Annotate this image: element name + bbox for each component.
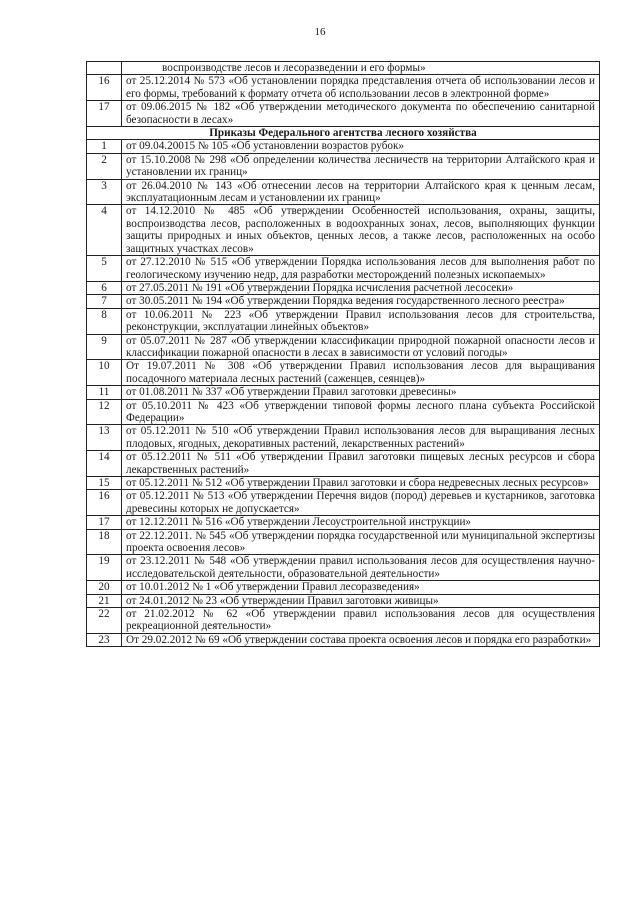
row-text: от 10.01.2012 № 1 «Об утверждении Правил лесоразведения» xyxy=(122,581,600,594)
row-text: от 01.08.2011 № 337 «Об утверждении Правил заготовки древесины» xyxy=(122,386,600,399)
row-number: 6 xyxy=(87,281,122,294)
row-text: от 05.12.2011 № 511 «Об утверждении Правил заготовки пищевых лесных ресурсов и сбора лекарственных растений» xyxy=(122,451,600,477)
row-text: от 09.06.2015 № 182 «Об утверждении методического документа по обеспечению санитарной безопасности в лесах» xyxy=(122,101,600,127)
row-text: от 05.10.2011 № 423 «Об утверждении типовой формы лесного плана субъекта Российской Федерации» xyxy=(122,399,600,425)
row-number: 19 xyxy=(87,555,122,581)
row-number: 18 xyxy=(87,529,122,555)
table-row xyxy=(87,594,600,607)
table-row xyxy=(87,75,600,101)
table-row xyxy=(87,516,600,529)
table-row xyxy=(87,140,600,153)
row-number: 4 xyxy=(87,205,122,256)
row-text: от 05.12.2011 № 512 «Об утверждении Правил заготовки и сбора недревесных лесных ресурсов» xyxy=(122,477,600,490)
table-row xyxy=(87,399,600,425)
row-number: 12 xyxy=(87,399,122,425)
row-text: от 23.12.2011 № 548 «Об утверждении правил использования лесов для осуществления научно-исследовательской деятельности, образовательной деятельности» xyxy=(122,555,600,581)
row-number: 13 xyxy=(87,425,122,451)
table-row xyxy=(87,101,600,127)
table-row xyxy=(87,608,600,634)
row-text: от 26.04.2010 № 143 «Об отнесении лесов на территории Алтайского края к ценным лесам, эксплуатационным лесам и установлении их границ» xyxy=(122,179,600,205)
row-number: 9 xyxy=(87,334,122,360)
row-number: 21 xyxy=(87,594,122,607)
row-text: от 15.10.2008 № 298 «Об определении количества лесничеств на территории Алтайского края и установлении их границ» xyxy=(122,153,600,179)
table-row xyxy=(87,295,600,308)
row-number: 22 xyxy=(87,608,122,634)
row-number: 17 xyxy=(87,101,122,127)
table-row xyxy=(87,153,600,179)
row-number: 10 xyxy=(87,360,122,386)
table-row xyxy=(87,451,600,477)
row-number: 1 xyxy=(87,140,122,153)
row-text: от 30.05.2011 № 194 «Об утверждении Порядка ведения государственного лесного реестра» xyxy=(122,295,600,308)
section-title: Приказы Федерального агентства лесного хозяйства xyxy=(87,127,600,140)
row-number: 2 xyxy=(87,153,122,179)
row-number: 8 xyxy=(87,308,122,334)
table-row xyxy=(87,477,600,490)
table-row xyxy=(87,281,600,294)
row-text: от 10.06.2011 № 223 «Об утверждении Правил использования лесов для строительства, реконструкции, эксплуатации линейных объектов» xyxy=(122,308,600,334)
row-number: 17 xyxy=(87,516,122,529)
row-text: от 05.07.2011 № 287 «Об утверждении классификации природной пожарной опасности лесов и классификации пожарной опасности в лесах в зависимости от условий погоды» xyxy=(122,334,600,360)
table-row xyxy=(87,256,600,282)
section-header-row xyxy=(87,127,600,140)
row-text: от 22.12.2011. № 545 «Об утверждении порядка государственной или муниципальной экспертизы проекта освоения лесов» xyxy=(122,529,600,555)
row-text: от 05.12.2011 № 513 «Об утверждении Перечня видов (пород) деревьев и кустарников, заготовка древесины которых не допускается» xyxy=(122,490,600,516)
row-number: 7 xyxy=(87,295,122,308)
row-text: от 05.12.2011 № 510 «Об утверждении Правил использования лесов для выращивания лесных плодовых, ягодных, декоративных растений, лекарственных растений» xyxy=(122,425,600,451)
table-row xyxy=(87,205,600,256)
row-number: 5 xyxy=(87,256,122,282)
table-row xyxy=(87,425,600,451)
regulations-table xyxy=(86,61,600,647)
row-number: 16 xyxy=(87,75,122,101)
row-number: 23 xyxy=(87,633,122,646)
page-number: 16 xyxy=(314,26,326,38)
row-text: От 19.07.2011 № 308 «Об утверждении Правил использования лесов для выращивания посадочного материала лесных растений (саженцев, сеянцев)» xyxy=(122,360,600,386)
row-number: 20 xyxy=(87,581,122,594)
row-text: воспроизводстве лесов и лесоразведении и его формы» xyxy=(122,62,600,75)
row-text: от 27.12.2010 № 515 «Об утверждении Порядка использования лесов для выполнения работ по геологическому изучению недр, для разработки месторождений полезных ископаемых» xyxy=(122,256,600,282)
row-text: от 09.04.20015 № 105 «Об установлении возрастов рубок» xyxy=(122,140,600,153)
regulations-table-body xyxy=(87,62,600,647)
table-row xyxy=(87,360,600,386)
row-number xyxy=(87,62,122,75)
row-text: от 27.05.2011 № 191 «Об утверждении Порядка исчисления расчетной лесосеки» xyxy=(122,281,600,294)
row-text: от 21.02.2012 № 62 «Об утверждении правил использования лесов для осуществления рекреационной деятельности» xyxy=(122,608,600,634)
table-row xyxy=(87,334,600,360)
table-row xyxy=(87,529,600,555)
table-row xyxy=(87,581,600,594)
table-row xyxy=(87,555,600,581)
row-text: от 12.12.2011 № 516 «Об утверждении Лесоустроительной инструкции» xyxy=(122,516,600,529)
table-row xyxy=(87,386,600,399)
continuation-row xyxy=(87,62,600,75)
row-number: 16 xyxy=(87,490,122,516)
table-row xyxy=(87,633,600,646)
table-row xyxy=(87,308,600,334)
row-number: 3 xyxy=(87,179,122,205)
row-text: от 24.01.2012 № 23 «Об утверждении Правил заготовки живицы» xyxy=(122,594,600,607)
row-text: От 29.02.2012 № 69 «Об утверждении состава проекта освоения лесов и порядка его разработки» xyxy=(122,633,600,646)
row-number: 11 xyxy=(87,386,122,399)
row-number: 15 xyxy=(87,477,122,490)
row-text: от 14.12.2010 № 485 «Об утверждении Особенностей использования, охраны, защиты, воспроизводства лесов, расположенных в водоохранных зонах, лесов, выполняющих функции защиты природных и иных объектов, ценных лесов, а также лесов, расположенных на особо защитных участках лесов» xyxy=(122,205,600,256)
row-text: от 25.12.2014 № 573 «Об установлении порядка представления отчета об использовании лесов и его формы, требований к формату отчета об использовании лесов в электронной форме» xyxy=(122,75,600,101)
table-row xyxy=(87,179,600,205)
table-row xyxy=(87,490,600,516)
row-number: 14 xyxy=(87,451,122,477)
